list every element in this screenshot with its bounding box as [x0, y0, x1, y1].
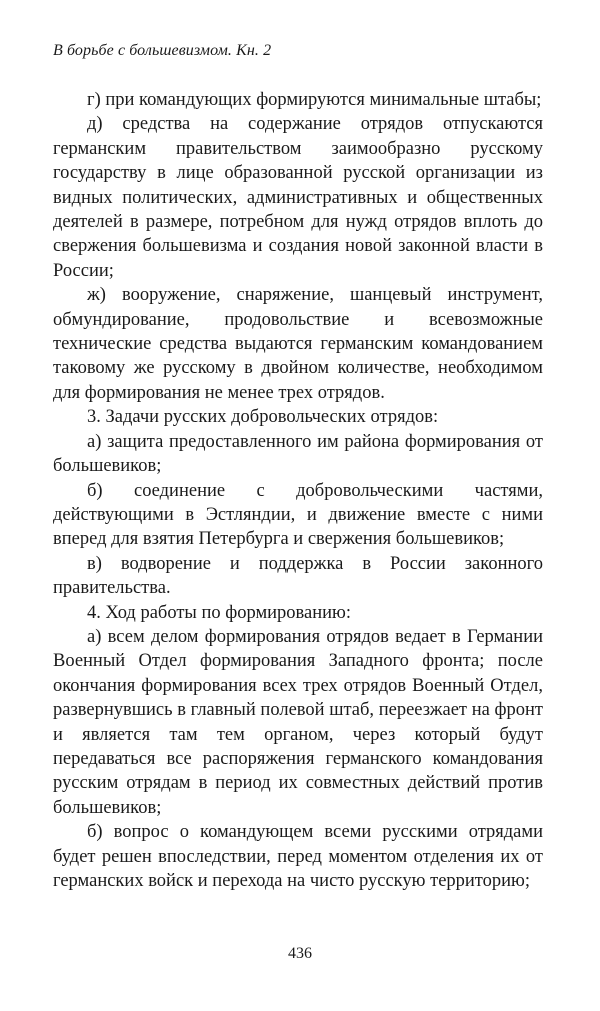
running-header: В борьбе с большевизмом. Кн. 2 — [53, 42, 272, 59]
section-3-heading: 3. Задачи русских добровольческих отрядов: — [87, 407, 439, 428]
section-4-heading: 4. Ход работы по формированию: — [87, 602, 352, 623]
paragraph-3b: б) соединение с добровольческими частями, действующими в Эстляндии, и движение вместе с ними вперед для взятия Петербурга и свержения большевиков; — [53, 480, 543, 550]
page-number: 436 — [288, 945, 312, 962]
paragraph-3v: в) водворение и поддержка в России законного правительства. — [53, 553, 543, 599]
paragraph-4a: а) всем делом формирования отрядов ведает в Германии Военный Отдел формирования Западного фронта; после окончания формирования всех трех отрядов Военный Отдел, развернувшись в главный полевой штаб, переезжает на фронт и является там тем органом, через который будут передаваться все распоряжения германского командования русским отрядам в период их совместных действий против большевиков; — [53, 626, 543, 818]
paragraph-zh: ж) вооружение, снаряжение, шанцевый инструмент, обмундирование, продовольствие и всевозможные технические средства выдаются германским командованием таковому же русскому в двойном количестве, необходимом для формирования не менее трех отрядов. — [53, 285, 543, 403]
paragraph-3a: а) защита предоставленного им района формирования от большевиков; — [53, 431, 543, 477]
paragraph-4b: б) вопрос о командующем всеми русскими отрядами будет решен впоследствии, перед моментом отделения их от германских войск и перехода на чисто русскую территорию; — [53, 822, 543, 891]
paragraph-d: д) средства на содержание отрядов отпускаются германским правительством заимообразно русскому государству в лице образованной русской организации из видных политических, административных и общественных деятелей в размере, потребном для нужд отрядов вплоть до свержения большевизма и создания новой законной власти в России; — [53, 114, 543, 281]
paragraph-g: г) при командующих формируются минимальные штабы; — [87, 90, 542, 110]
body-text — [53, 88, 543, 893]
